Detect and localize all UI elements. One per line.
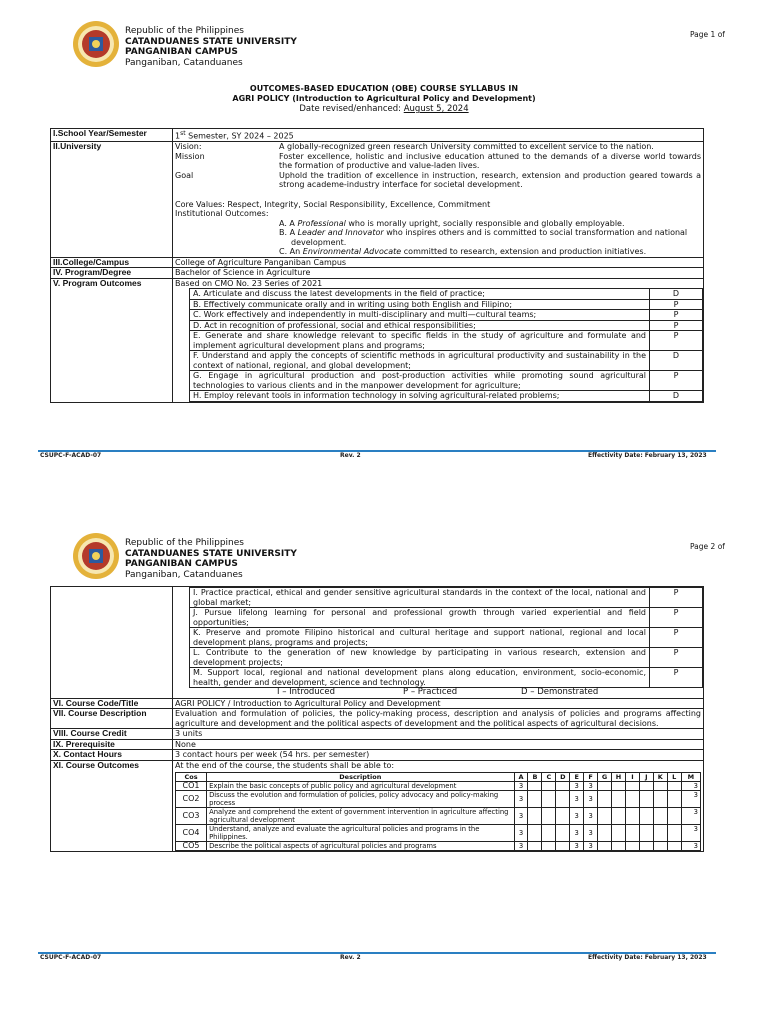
table-row: [51, 739, 704, 750]
program-outcome-text: F. Understand and apply the concepts of scientific methods in agricultural productivity and sustainability in the context of national, regional, and global development;: [190, 351, 650, 371]
co-mapping-cell: [667, 808, 681, 825]
program-outcome-row: [190, 608, 703, 628]
co-header-row: [176, 773, 701, 782]
revision-number: Rev. 2: [340, 452, 361, 459]
course-credit-label: VIII. Course Credit: [51, 729, 173, 740]
republic-text: Republic of the Philippines: [125, 538, 244, 548]
co-header-cell: G: [598, 773, 612, 782]
co-mapping-cell: [653, 791, 667, 808]
co-mapping-cell: [542, 825, 556, 842]
program-outcome-text: L. Contribute to the generation of new knowledge by participating in various research, extension and development projects;: [190, 648, 650, 668]
program-outcome-text: I. Practice practical, ethical and gender sensitive agricultural standards in the context of the local, national and global market;: [190, 588, 650, 608]
program-outcomes-label: V. Program Outcomes: [51, 278, 173, 402]
co-header-cell: C: [542, 773, 556, 782]
co-mapping-cell: [556, 782, 570, 791]
co-mapping-cell: [653, 825, 667, 842]
co-mapping-cell: [528, 825, 542, 842]
co-mapping-cell: [612, 825, 626, 842]
program-outcome-text: J. Pursue lifelong learning for personal and professional growth through varied experiential and field opportunities;: [190, 608, 650, 628]
co-mapping-cell: [542, 791, 556, 808]
co-header-cell: I: [625, 773, 639, 782]
mission-row: Mission Foster excellence, holistic and inclusive education attuned to the demands of a diverse world towards the formation of productive and value-laden lives.: [175, 151, 701, 171]
program-outcome-row: [190, 371, 703, 391]
co-mapping-cell: [625, 842, 639, 851]
school-year-value: 1st Semester, SY 2024 – 2025: [173, 129, 704, 142]
program-outcome-level: D: [650, 289, 703, 300]
program-outcome-row: [190, 391, 703, 402]
table-row: [51, 257, 704, 268]
co-header-cell: E: [570, 773, 584, 782]
syllabus-info-table-continued: [50, 586, 704, 852]
table-row: [51, 278, 704, 402]
program-outcomes-cell: [173, 278, 704, 402]
program-outcome-level: P: [650, 320, 703, 331]
course-credit-value: 3 units: [173, 729, 704, 740]
co-header-cell: B: [528, 773, 542, 782]
goal-row: Goal Uphold the tradition of excellence in instruction, research, extension and production geared towards a strong academe-industry interface for societal development.: [175, 170, 701, 190]
co-mapping-cell: [639, 825, 653, 842]
university-label: II.University: [51, 142, 173, 258]
co-mapping-cell: [612, 791, 626, 808]
republic-text: Republic of the Philippines: [125, 26, 244, 36]
co-id: CO1: [176, 782, 207, 791]
legend-demonstrated: D – Demonstrated: [521, 687, 599, 697]
co-header-cell: Cos: [176, 773, 207, 782]
course-description-value: Evaluation and formulation of policies, the policy-making process, description and analysis of policies and programs affecting agriculture and development and the political aspects of development and the political aspects of agricultural decisions.: [173, 709, 704, 729]
co-header-cell: M: [681, 773, 700, 782]
co-mapping-cell: [612, 808, 626, 825]
co-mapping-cell: [625, 808, 639, 825]
program-outcomes-table: [189, 288, 703, 402]
co-row: [176, 808, 701, 825]
co-mapping-cell: [542, 842, 556, 851]
program-outcome-row: [190, 351, 703, 371]
university-header: [125, 26, 297, 68]
table-row: [51, 750, 704, 761]
co-mapping-cell: 3: [514, 808, 528, 825]
page-number: Page 1 of: [690, 30, 725, 39]
course-code-value: AGRI POLICY / Introduction to Agricultural Policy and Development: [173, 698, 704, 709]
program-outcome-level: P: [650, 588, 703, 608]
co-mapping-cell: [625, 782, 639, 791]
co-mapping-cell: [653, 842, 667, 851]
form-code: CSUPC-F-ACAD-07: [40, 452, 102, 459]
co-mapping-cell: [598, 791, 612, 808]
page-number: Page 2 of: [690, 542, 725, 551]
course-outcomes-cell: [173, 760, 704, 852]
campus-location: Panganiban, Catanduanes: [125, 569, 243, 580]
program-outcome-text: E. Generate and share knowledge relevant to specific fields in the study of agriculture and formulate and implement agricultural development plans and programs;: [190, 331, 650, 351]
co-mapping-cell: 3: [584, 782, 598, 791]
co-mapping-cell: [625, 791, 639, 808]
co-mapping-cell: 3: [514, 825, 528, 842]
co-mapping-cell: 3: [514, 842, 528, 851]
co-mapping-cell: [556, 791, 570, 808]
course-outcomes-label: XI. Course Outcomes: [51, 760, 173, 852]
university-name: CATANDUANES STATE UNIVERSITY: [125, 548, 297, 559]
co-mapping-cell: [528, 842, 542, 851]
program-outcomes-basis: Based on CMO No. 23 Series of 2021: [175, 278, 323, 288]
co-mapping-cell: 3: [584, 791, 598, 808]
co-mapping-cell: [667, 791, 681, 808]
title-line-1: OUTCOMES-BASED EDUCATION (OBE) COURSE SYLLABUS IN: [249, 84, 519, 93]
syllabus-page-1: [0, 0, 768, 470]
co-mapping-cell: 3: [514, 791, 528, 808]
table-row: [51, 129, 704, 142]
program-outcome-row: [190, 310, 703, 321]
program-outcome-level: P: [650, 371, 703, 391]
co-mapping-cell: [556, 825, 570, 842]
program-outcome-text: B. Effectively communicate orally and in writing using both English and Filipino;: [190, 299, 650, 310]
co-mapping-cell: 3: [681, 791, 700, 808]
co-mapping-cell: [667, 782, 681, 791]
co-header-cell: H: [612, 773, 626, 782]
co-mapping-cell: 3: [681, 808, 700, 825]
co-header-cell: F: [584, 773, 598, 782]
legend-introduced: I – Introduced: [277, 687, 335, 697]
syllabus-info-table: [50, 128, 704, 403]
co-mapping-cell: [528, 782, 542, 791]
co-mapping-cell: [653, 808, 667, 825]
co-mapping-cell: [598, 842, 612, 851]
table-row: [51, 268, 704, 279]
effectivity-date: Effectivity Date: February 13, 2023: [588, 954, 707, 961]
table-row: [51, 142, 704, 258]
co-description: Explain the basic concepts of public policy and agricultural development: [207, 782, 515, 791]
program-outcome-row: [190, 320, 703, 331]
college-label: III.College/Campus: [51, 257, 173, 268]
course-outcomes-table: [175, 772, 701, 851]
co-mapping-cell: [528, 791, 542, 808]
co-mapping-cell: [542, 808, 556, 825]
institutional-outcomes-list: [279, 219, 701, 257]
legend-practiced: P – Practiced: [403, 687, 458, 697]
syllabus-page-2: [0, 512, 768, 982]
co-mapping-cell: 3: [584, 808, 598, 825]
university-header: [125, 538, 297, 580]
course-code-label: VI. Course Code/Title: [51, 698, 173, 709]
university-name: CATANDUANES STATE UNIVERSITY: [125, 36, 297, 47]
prerequisite-value: None: [173, 739, 704, 750]
university-seal-logo: [72, 20, 120, 68]
co-mapping-cell: [639, 808, 653, 825]
program-outcome-row: [190, 331, 703, 351]
co-mapping-cell: [639, 842, 653, 851]
co-mapping-cell: 3: [584, 825, 598, 842]
co-mapping-cell: [625, 825, 639, 842]
core-values: Core Values: Respect, Integrity, Social Responsibility, Excellence, Commitment: [175, 199, 491, 209]
co-id: CO2: [176, 791, 207, 808]
program-outcome-text: D. Act in recognition of professional, social and ethical responsibilities;: [190, 320, 650, 331]
effectivity-date: Effectivity Date: February 13, 2023: [588, 452, 707, 459]
co-id: CO5: [176, 842, 207, 851]
co-row: [176, 842, 701, 851]
co-mapping-cell: [639, 782, 653, 791]
co-id: CO3: [176, 808, 207, 825]
co-mapping-cell: [598, 808, 612, 825]
co-mapping-cell: [612, 842, 626, 851]
table-row: [51, 587, 704, 699]
revision-number: Rev. 2: [340, 954, 361, 961]
co-header-cell: D: [556, 773, 570, 782]
program-outcome-text: G. Engage in agricultural production and post-production activities while promoting sound agricultural technologies to various clients and in the manpower development for agriculture;: [190, 371, 650, 391]
program-outcome-text: M. Support local, regional and national development plans along education, environment, socio-economic, health, gender and development, science and technology.: [190, 668, 650, 688]
co-mapping-cell: 3: [514, 782, 528, 791]
program-outcome-row: [190, 289, 703, 300]
list-item: B. A Leader and Innovator who inspires others and is committed to social transformation and national development.: [279, 228, 688, 247]
co-mapping-cell: [598, 825, 612, 842]
co-mapping-cell: 3: [584, 842, 598, 851]
table-row: [51, 760, 704, 852]
program-outcomes-cell: [173, 587, 704, 699]
program-outcome-text: C. Work effectively and independently in multi-disciplinary and multi—cultural teams;: [190, 310, 650, 321]
course-description-label: VII. Course Description: [51, 709, 173, 729]
co-mapping-cell: [653, 782, 667, 791]
co-mapping-cell: [667, 842, 681, 851]
co-description: Discuss the evolution and formulation of policies, policy advocacy and policy-making process: [207, 791, 515, 808]
co-mapping-cell: 3: [681, 782, 700, 791]
syllabus-title: [0, 84, 768, 114]
co-row: [176, 825, 701, 842]
program-outcome-level: P: [650, 648, 703, 668]
co-mapping-cell: [639, 791, 653, 808]
co-mapping-cell: [598, 782, 612, 791]
program-outcome-text: K. Preserve and promote Filipino historical and cultural heritage and support national, regional and local development plans, programs and projects;: [190, 628, 650, 648]
program-outcome-level: D: [650, 351, 703, 371]
co-header-cell: J: [639, 773, 653, 782]
table-row: [51, 729, 704, 740]
date-revised: Date revised/enhanced: August 5, 2024: [299, 104, 469, 114]
program-outcome-row: [190, 588, 703, 608]
co-mapping-cell: 3: [681, 825, 700, 842]
co-id: CO4: [176, 825, 207, 842]
co-mapping-cell: 3: [681, 842, 700, 851]
co-mapping-cell: [667, 825, 681, 842]
co-mapping-cell: 3: [570, 791, 584, 808]
table-row: [51, 709, 704, 729]
program-outcome-level: P: [650, 628, 703, 648]
school-year-label: I.School Year/Semester: [51, 129, 173, 142]
title-line-2: AGRI POLICY (Introduction to Agricultural Policy and Development): [232, 94, 536, 103]
co-mapping-cell: 3: [570, 782, 584, 791]
campus-location: Panganiban, Catanduanes: [125, 57, 243, 68]
program-outcome-level: P: [650, 608, 703, 628]
college-value: College of Agriculture Panganiban Campus: [173, 257, 704, 268]
co-description: Understand, analyze and evaluate the agricultural policies and programs in the Philippines.: [207, 825, 515, 842]
co-header-cell: A: [514, 773, 528, 782]
form-code: CSUPC-F-ACAD-07: [40, 954, 102, 961]
campus-name: PANGANIBAN CAMPUS: [125, 559, 238, 569]
co-row: [176, 791, 701, 808]
co-mapping-cell: 3: [570, 808, 584, 825]
program-outcome-row: [190, 299, 703, 310]
co-description: Describe the political aspects of agricultural policies and programs: [207, 842, 515, 851]
program-outcome-row: [190, 628, 703, 648]
program-outcome-level: P: [650, 668, 703, 688]
list-item: C. An Environmental Advocate committed to research, extension and production initiatives.: [279, 247, 647, 257]
campus-name: PANGANIBAN CAMPUS: [125, 47, 238, 57]
vision-row: Vision: A globally-recognized green research University committed to excellent service to the nation.: [175, 142, 654, 152]
co-header-cell: K: [653, 773, 667, 782]
program-outcome-level: P: [650, 331, 703, 351]
prerequisite-label: IX. Prerequisite: [51, 739, 173, 750]
university-value: [173, 142, 704, 258]
co-row: [176, 782, 701, 791]
program-outcome-level: P: [650, 299, 703, 310]
program-outcomes-table: [189, 587, 703, 688]
list-item: A. A Professional who is morally upright, socially responsible and globally employable.: [279, 218, 625, 228]
institutional-outcomes-label: Institutional Outcomes:: [175, 209, 269, 219]
contact-hours-label: X. Contact Hours: [51, 750, 173, 761]
co-mapping-cell: 3: [570, 842, 584, 851]
co-mapping-cell: [556, 808, 570, 825]
outcome-legend: [173, 688, 703, 698]
co-header-cell: L: [667, 773, 681, 782]
program-outcome-text: H. Employ relevant tools in information technology in solving agricultural-related problems;: [190, 391, 650, 402]
co-mapping-cell: [612, 782, 626, 791]
program-outcome-row: [190, 648, 703, 668]
revision-date: August 5, 2024: [403, 104, 469, 114]
program-value: Bachelor of Science in Agriculture: [173, 268, 704, 279]
co-mapping-cell: [542, 782, 556, 791]
co-header-cell: Description: [207, 773, 515, 782]
program-outcome-row: [190, 668, 703, 688]
co-mapping-cell: [528, 808, 542, 825]
course-outcomes-intro: At the end of the course, the students shall be able to:: [175, 760, 395, 770]
contact-hours-value: 3 contact hours per week (54 hrs. per semester): [173, 750, 704, 761]
co-mapping-cell: 3: [570, 825, 584, 842]
program-outcome-level: D: [650, 391, 703, 402]
program-outcome-level: P: [650, 310, 703, 321]
co-mapping-cell: [556, 842, 570, 851]
university-seal-logo: [72, 532, 120, 580]
table-row: [51, 698, 704, 709]
program-outcome-text: A. Articulate and discuss the latest developments in the field of practice;: [190, 289, 650, 300]
co-description: Analyze and comprehend the extent of government intervention in agriculture affecting agricultural development: [207, 808, 515, 825]
program-label: IV. Program/Degree: [51, 268, 173, 279]
